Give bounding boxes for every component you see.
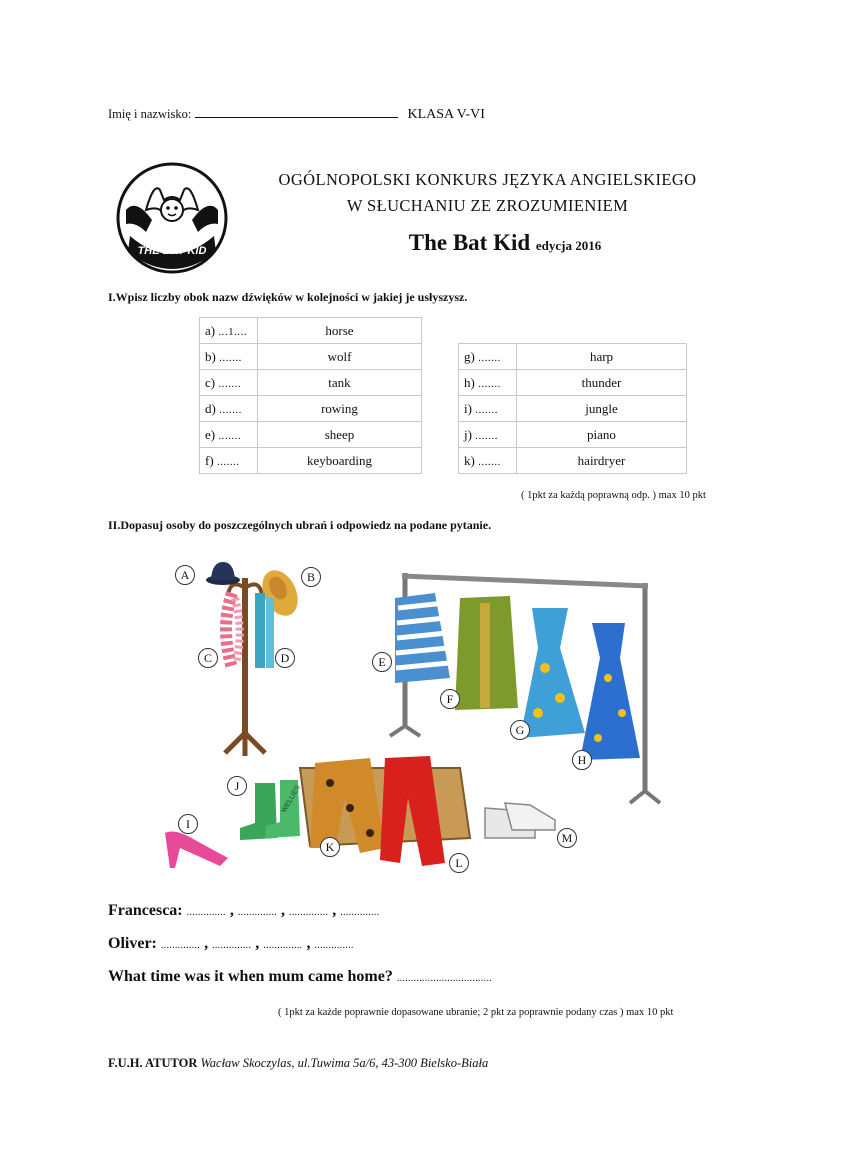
sound-answer-cell[interactable]: [459, 370, 517, 396]
sound-blank[interactable]: .......: [478, 455, 501, 468]
jacket-e: [395, 593, 450, 683]
footer: [108, 1056, 488, 1071]
wellies-j: [240, 780, 302, 840]
sound-answer-cell[interactable]: [459, 344, 517, 370]
main-title: [200, 230, 810, 256]
francesca-blank-1[interactable]: ..............: [186, 907, 226, 918]
sound-row: [459, 422, 687, 448]
sound-row: [459, 344, 687, 370]
oliver-answer: [108, 935, 354, 953]
label-i: I: [178, 814, 198, 834]
class-label: KLASA V-VI: [407, 107, 485, 122]
label-a: A: [175, 565, 195, 585]
label-b: B: [301, 567, 321, 587]
sound-letter: a): [205, 322, 216, 338]
sound-letter: i): [464, 400, 472, 416]
label-d: D: [275, 648, 295, 668]
sound-word: piano: [517, 422, 687, 448]
label-e: E: [372, 652, 392, 672]
sound-row: [200, 448, 422, 474]
sound-blank[interactable]: .......: [475, 429, 498, 442]
edition-label: edycja 2016: [535, 238, 602, 253]
sound-answer-cell[interactable]: [200, 448, 258, 474]
sound-blank[interactable]: .......: [216, 455, 240, 468]
oliver-blank-1[interactable]: ..............: [160, 940, 201, 951]
sep: ,: [332, 902, 337, 919]
sound-word: sheep: [258, 422, 422, 448]
oliver-blank-3[interactable]: ..............: [263, 940, 303, 951]
scarf-d: [255, 593, 274, 668]
sep: ,: [306, 935, 311, 952]
sound-letter: j): [464, 426, 472, 442]
sound-answer-cell[interactable]: [459, 396, 517, 422]
section1-heading: I.Wpisz liczby obok nazw dźwięków w kolejności w jakiej je usłyszysz.: [108, 290, 468, 304]
name-label: Imię i nazwisko:: [108, 107, 192, 121]
sound-word: keyboarding: [258, 448, 422, 474]
sound-row: [200, 396, 422, 422]
francesca-blank-2[interactable]: ..............: [237, 907, 278, 918]
oliver-blank-2[interactable]: ..............: [212, 940, 252, 951]
sound-row: [200, 370, 422, 396]
sounds-table-right: [458, 343, 687, 474]
sound-letter: e): [205, 426, 216, 442]
jacket-f: [455, 596, 518, 710]
hat-a: [206, 562, 240, 585]
logo-text: THE BAT KID: [137, 245, 207, 257]
label-j: J: [227, 776, 247, 796]
section1-scoring-note: ( 1pkt za każdą poprawną odp. ) max 10 pkt: [521, 490, 706, 501]
oliver-label: Oliver:: [108, 935, 157, 952]
label-h: H: [572, 750, 592, 770]
sound-letter: k): [464, 452, 475, 468]
time-question-text: What time was it when mum came home?: [108, 968, 393, 985]
heels-i: [165, 832, 228, 868]
sound-word: rowing: [258, 396, 422, 422]
sound-blank[interactable]: .......: [478, 377, 501, 390]
sound-word: horse: [258, 318, 422, 344]
label-g: G: [510, 720, 530, 740]
label-f: F: [440, 689, 460, 709]
sound-letter: d): [205, 400, 216, 416]
sound-row: [459, 370, 687, 396]
clothes-illustration: [140, 548, 700, 888]
label-m: M: [557, 828, 577, 848]
sneakers-m: [485, 803, 555, 838]
sound-letter: h): [464, 374, 475, 390]
name-line[interactable]: [195, 107, 398, 118]
francesca-label: Francesca:: [108, 902, 183, 919]
section2-heading: II.Dopasuj osoby do poszczególnych ubrań i odpowiedz na podane pytanie.: [108, 518, 492, 532]
francesca-blank-4[interactable]: ..............: [340, 907, 380, 918]
sound-row: [459, 448, 687, 474]
sound-word: hairdryer: [517, 448, 687, 474]
footer-address: Wacław Skoczylas, ul.Tuwima 5a/6, 43-300 Bielsko-Biała: [200, 1056, 489, 1070]
sound-letter: c): [205, 374, 216, 390]
dress-g: [520, 608, 585, 738]
boa-c: [226, 593, 240, 668]
sound-blank[interactable]: ...1....: [218, 325, 248, 338]
sound-row: [459, 396, 687, 422]
sound-blank[interactable]: .......: [219, 351, 242, 364]
label-k: K: [320, 837, 340, 857]
sound-word: jungle: [517, 396, 687, 422]
oliver-blank-4[interactable]: ..............: [314, 940, 354, 951]
sound-word: tank: [258, 370, 422, 396]
sound-answer-cell[interactable]: [200, 370, 258, 396]
main-title-text: The Bat Kid: [408, 230, 531, 255]
label-l: L: [449, 853, 469, 873]
dress-h: [580, 623, 640, 760]
sound-blank[interactable]: .......: [219, 403, 242, 416]
sep: ,: [204, 935, 209, 952]
sound-blank[interactable]: .......: [478, 351, 501, 364]
sound-row: [200, 422, 422, 448]
name-class-header: [108, 107, 485, 123]
francesca-answer: [108, 902, 379, 920]
wellies-text: WELLIES: [280, 784, 302, 814]
sep: ,: [281, 902, 286, 919]
sound-answer-cell[interactable]: [200, 344, 258, 370]
sound-row: [200, 318, 422, 344]
sep: ,: [229, 902, 234, 919]
sound-letter: f): [205, 452, 214, 468]
section2-scoring-note: ( 1pkt za każde poprawnie dopasowane ubranie; 2 pkt za poprawnie podany czas ) max 10 pkt: [278, 1007, 674, 1018]
sound-answer-cell[interactable]: [200, 422, 258, 448]
sound-blank[interactable]: .......: [475, 403, 498, 416]
sound-word: harp: [517, 344, 687, 370]
sound-answer-cell[interactable]: [200, 396, 258, 422]
label-c: C: [198, 648, 218, 668]
sep: ,: [255, 935, 260, 952]
sound-answer-cell[interactable]: [459, 448, 517, 474]
sound-letter: g): [464, 348, 475, 364]
time-answer-blank[interactable]: ..................................: [396, 973, 493, 984]
sound-answer-cell[interactable]: [200, 318, 258, 344]
sound-letter: b): [205, 348, 216, 364]
sound-word: wolf: [258, 344, 422, 370]
sounds-table-left: [199, 317, 422, 474]
sound-blank[interactable]: .......: [218, 429, 242, 442]
francesca-blank-3[interactable]: ..............: [289, 907, 329, 918]
contest-title-line2: W SŁUCHANIU ZE ZROZUMIENIEM: [346, 196, 629, 215]
sound-word: thunder: [517, 370, 687, 396]
contest-title-line1: OGÓLNOPOLSKI KONKURS JĘZYKA ANGIELSKIEGO: [278, 170, 697, 189]
sound-row: [200, 344, 422, 370]
time-question: [108, 968, 492, 986]
footer-company: F.U.H. ATUTOR: [108, 1056, 198, 1070]
sound-answer-cell[interactable]: [459, 422, 517, 448]
sound-blank[interactable]: .......: [218, 377, 242, 390]
